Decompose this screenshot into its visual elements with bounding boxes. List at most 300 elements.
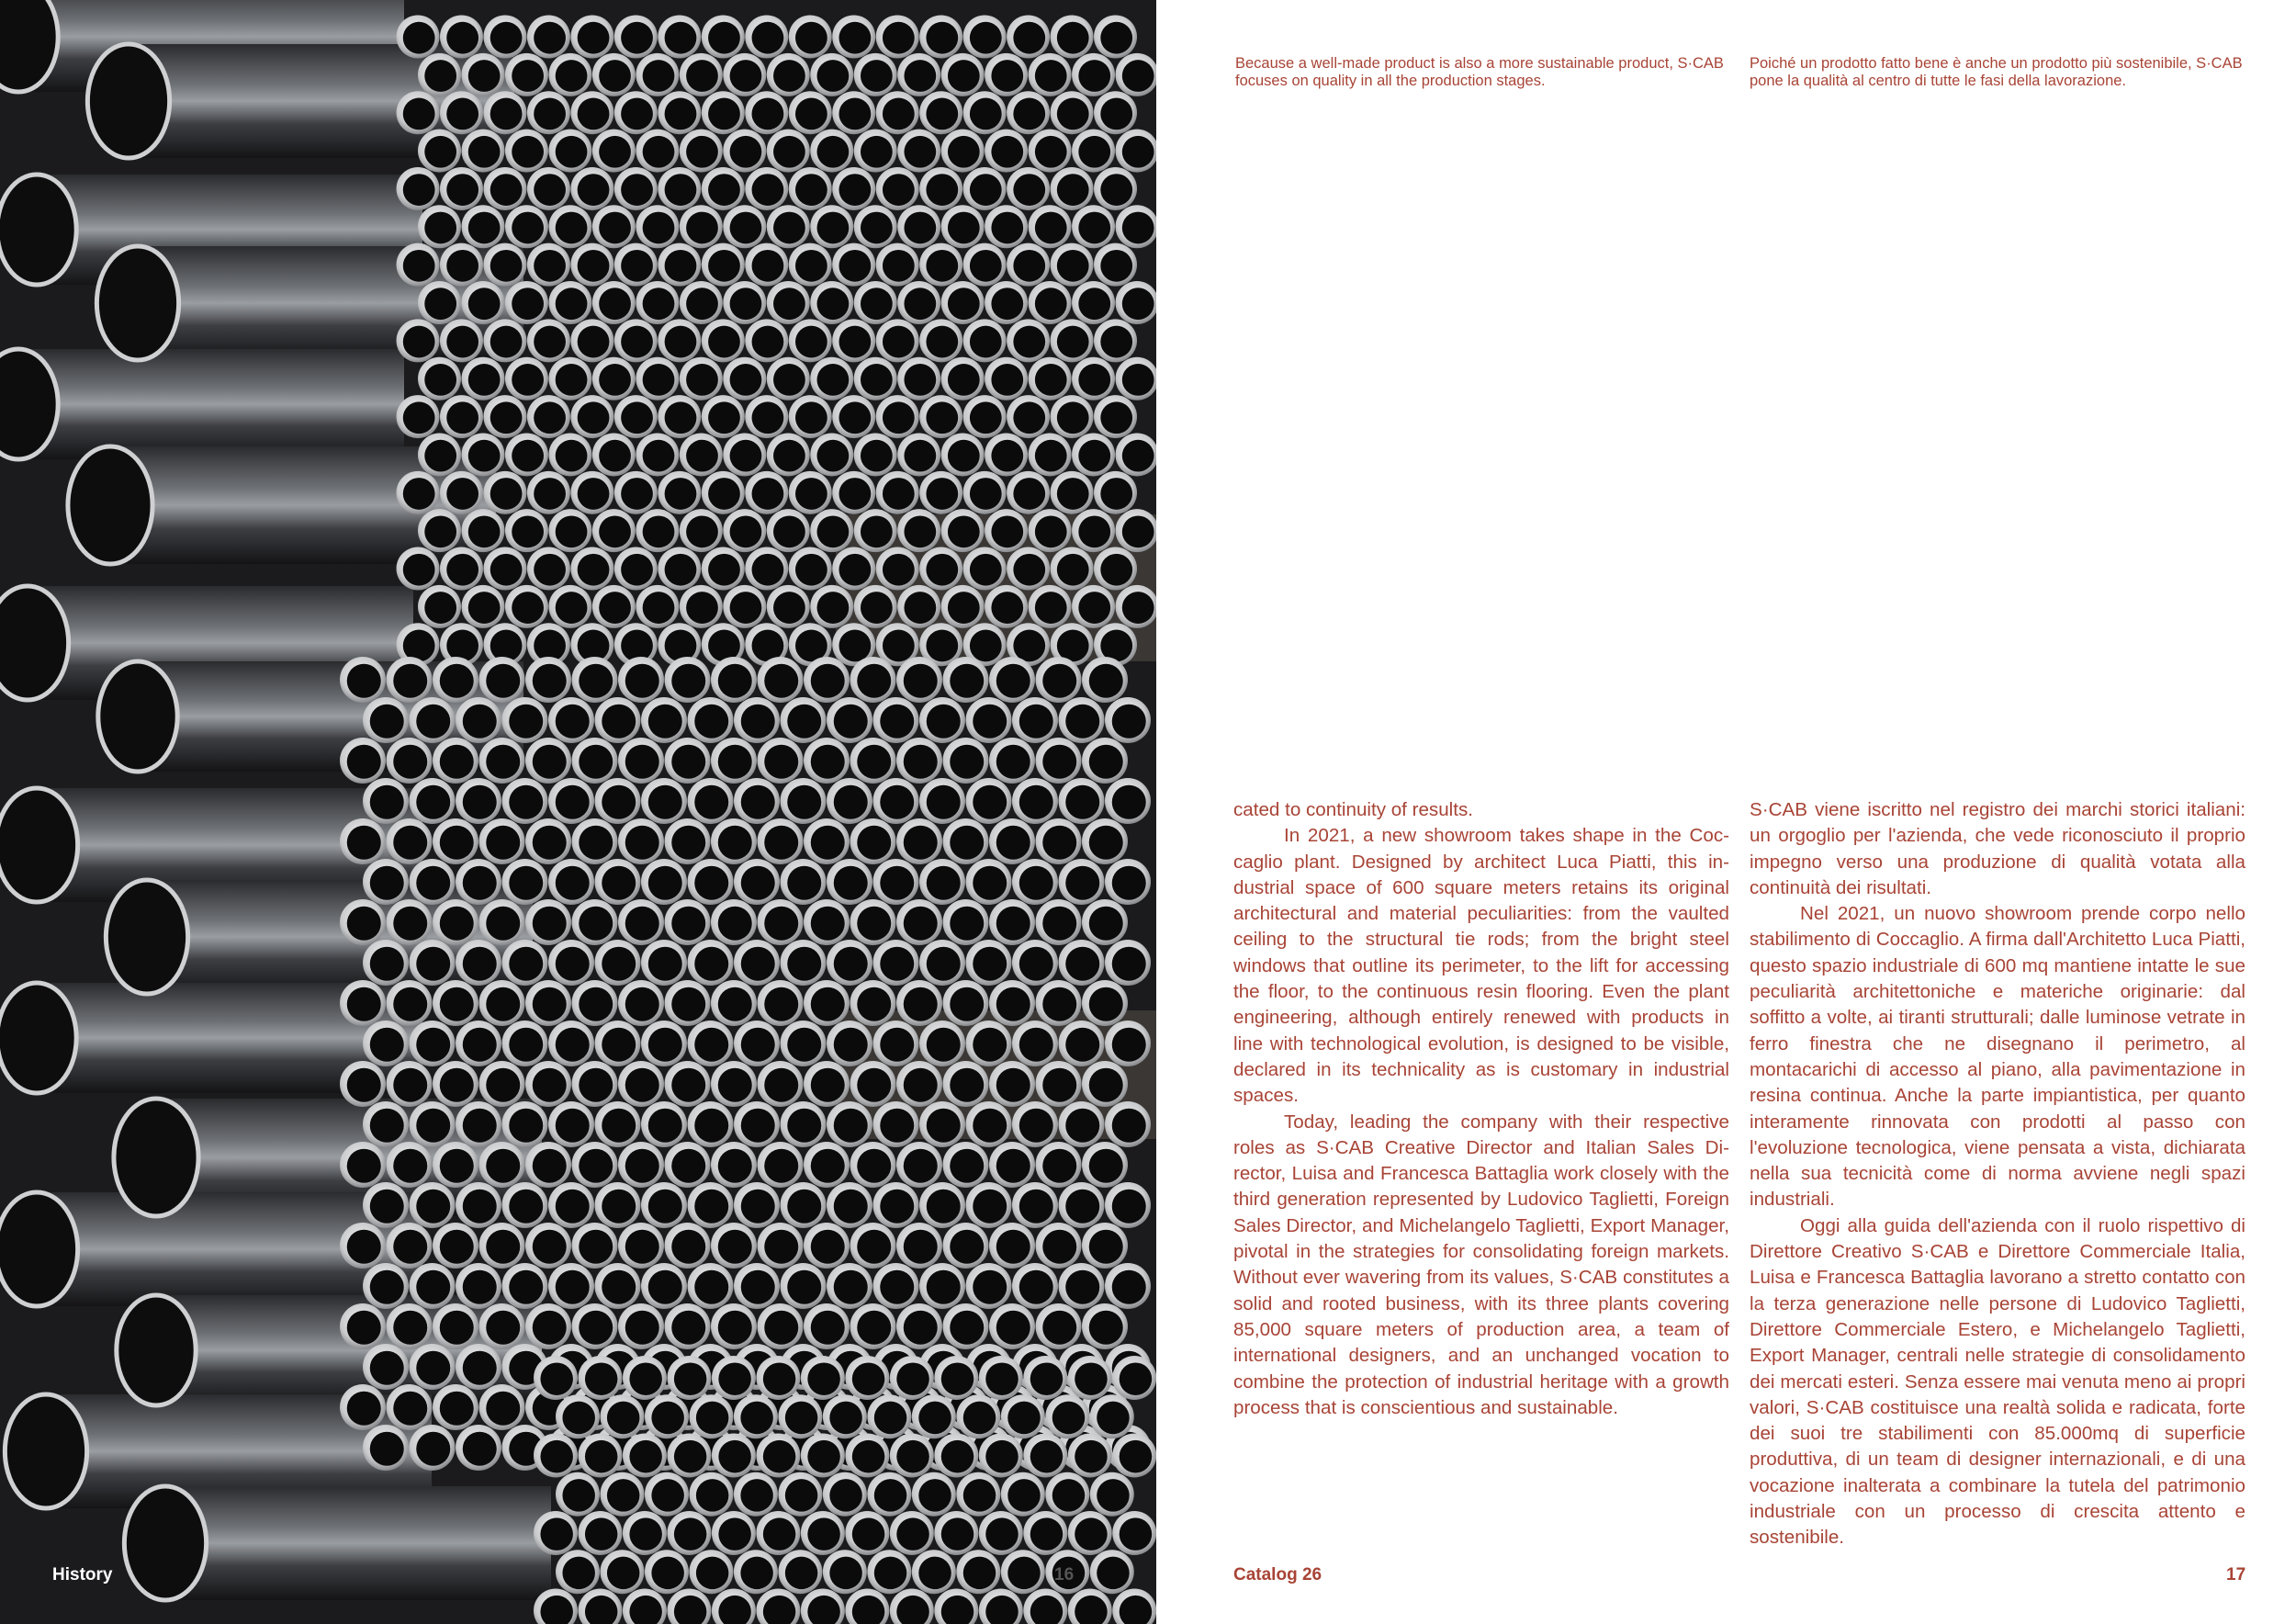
tube-end — [767, 130, 810, 173]
tube-end — [832, 167, 875, 210]
tube-end — [1094, 243, 1137, 287]
tube-end — [804, 1142, 850, 1188]
tube-end — [789, 243, 832, 287]
tube-end — [410, 859, 456, 905]
tube-end — [745, 91, 788, 134]
tube-end — [897, 357, 940, 400]
tube-end — [572, 899, 618, 945]
tube-end — [867, 1394, 911, 1438]
tube-end — [618, 899, 664, 945]
tube-end — [758, 1223, 804, 1269]
tube-end — [340, 1303, 386, 1349]
tube-end — [919, 940, 965, 986]
tube-end — [941, 509, 985, 552]
tube-end — [387, 1142, 433, 1188]
tube-end — [1036, 818, 1082, 864]
tube-end — [440, 547, 483, 591]
tube-end — [876, 16, 919, 59]
tube-end — [1051, 16, 1094, 59]
tube-end — [595, 1263, 641, 1309]
tube-end — [876, 471, 919, 514]
tube-end — [440, 319, 483, 362]
tube-end — [989, 818, 1035, 864]
tube-end — [505, 433, 548, 476]
tube-end — [1072, 357, 1115, 400]
tube-end — [1007, 395, 1050, 438]
tube-end — [1068, 1511, 1112, 1555]
tube-end — [667, 1356, 711, 1400]
tube-end — [502, 1263, 548, 1309]
tube-end — [702, 319, 745, 362]
tube-end — [845, 1511, 889, 1555]
tube-end — [711, 818, 757, 864]
tube-end — [1112, 1356, 1156, 1400]
tube-end — [873, 1101, 919, 1147]
tube-end — [456, 1021, 501, 1066]
tube-end — [387, 899, 433, 945]
tube-end — [433, 657, 478, 703]
tube-end — [1072, 433, 1115, 476]
tube-end — [479, 657, 525, 703]
tube-end — [636, 509, 679, 552]
tube-end — [418, 130, 461, 173]
tube-end — [781, 1263, 827, 1309]
large-pipe-end — [114, 1099, 198, 1216]
tube-end — [658, 319, 701, 362]
tube-end — [479, 738, 525, 784]
tube-end — [943, 1303, 989, 1349]
tube-end — [989, 1303, 1035, 1349]
tube-end — [919, 1182, 965, 1228]
tube-end — [618, 980, 664, 1026]
section-label: History — [52, 1565, 113, 1585]
tube-end — [340, 980, 386, 1026]
tube-end — [767, 357, 810, 400]
tube-end — [804, 1061, 850, 1107]
tube-end — [397, 91, 440, 134]
tube-end — [461, 205, 504, 248]
tube-end — [1029, 433, 1072, 476]
tube-end — [1090, 1550, 1134, 1594]
tube-end — [433, 1384, 478, 1430]
tube-end — [502, 697, 548, 743]
tube-end — [1082, 818, 1128, 864]
tube-end — [943, 1142, 989, 1188]
tube-end — [483, 395, 526, 438]
tube-end — [712, 1356, 756, 1400]
tube-end — [867, 1550, 911, 1594]
tube-end — [614, 243, 658, 287]
tube-end — [456, 1101, 501, 1147]
tube-end — [941, 281, 985, 324]
tube-end — [595, 859, 641, 905]
tube-end — [614, 319, 658, 362]
tube-end — [397, 547, 440, 591]
tube-end — [1012, 778, 1058, 824]
tube-end — [934, 1433, 978, 1477]
tube-end — [1051, 319, 1094, 362]
tube-end — [658, 547, 701, 591]
tube-end — [572, 657, 618, 703]
tube-end — [989, 899, 1035, 945]
tube-end — [483, 547, 526, 591]
tube-end — [876, 395, 919, 438]
tube-end — [963, 16, 1007, 59]
tube-end — [1112, 1511, 1156, 1555]
tube-end — [1001, 1394, 1045, 1438]
tube-end — [618, 1303, 664, 1349]
tube-end — [1094, 471, 1137, 514]
tube-end — [527, 167, 570, 210]
tube-end — [440, 395, 483, 438]
tube-end — [1029, 357, 1072, 400]
tube-end — [387, 1223, 433, 1269]
paragraph: Oggi alla guida dell'azienda con il ruolo rispettivo di Direttore Creativo S·CAB e Direttore Commerciale Italia, Luisa e Francesca Battaglia lavorano a stretto contatto con la terza generazione nelle persone di Ludovico Taglietti, Direttore Commerciale Estero, e Michelangelo Taglietti, Export Manager, centrali nelle strategie di consolidamento dei mercati esteri. Senza essere mai venuta meno ai propri valori, S·CAB costituisce una realtà solida e radicata, forte dei suoi tre stabilimenti con 85.000mq di superficie produttiva, di un team di designer internazionali, e di una vocazione inalterata a combinare la tutela del patrimonio industriale con un processo di crescita attento e sostenibile. — [1750, 1214, 2245, 1549]
tube-end — [397, 243, 440, 287]
tube-end — [1012, 1182, 1058, 1228]
tube-end — [548, 205, 591, 248]
large-pipe-end — [5, 1394, 86, 1508]
tube-end — [845, 1356, 889, 1400]
tube-end — [912, 1550, 956, 1594]
tube-end — [985, 205, 1028, 248]
tube-end — [456, 1344, 501, 1390]
tube-end — [823, 1550, 867, 1594]
tube-end — [845, 1433, 889, 1477]
tube-end — [943, 1061, 989, 1107]
tube-end — [756, 1356, 800, 1400]
tube-end — [1036, 657, 1082, 703]
tube-end — [440, 243, 483, 287]
tube-end — [636, 53, 679, 96]
tube-end — [548, 1182, 594, 1228]
tube-end — [876, 91, 919, 134]
large-pipe-end — [0, 788, 78, 902]
tube-end — [867, 1472, 911, 1517]
tube-end — [433, 818, 478, 864]
tube-end — [1007, 167, 1050, 210]
tube-end — [1036, 1303, 1082, 1349]
tube-end — [502, 940, 548, 986]
tube-end — [680, 357, 723, 400]
tube-end — [956, 1394, 1000, 1438]
tube-end — [433, 1142, 478, 1188]
tube-end — [989, 980, 1035, 1026]
tube-end — [745, 16, 788, 59]
tube-end — [896, 1061, 942, 1107]
tube-end — [941, 585, 985, 628]
tube-end — [1072, 281, 1115, 324]
tube-end — [702, 243, 745, 287]
tube-end — [1029, 130, 1072, 173]
tube-end — [723, 509, 766, 552]
tube-end — [827, 940, 872, 986]
tube-end — [789, 547, 832, 591]
tube-end — [688, 1021, 734, 1066]
tube-end — [456, 778, 501, 824]
tube-end — [941, 357, 985, 400]
tube-end — [723, 53, 766, 96]
tube-end — [734, 1182, 780, 1228]
tube-end — [548, 940, 594, 986]
tube-end — [479, 980, 525, 1026]
tube-end — [1045, 1472, 1089, 1517]
tube-end — [832, 16, 875, 59]
tube-end — [781, 940, 827, 986]
large-pipe-end — [0, 1192, 78, 1306]
tube-end — [1068, 1433, 1112, 1477]
tube-end — [966, 778, 1012, 824]
tube-end — [758, 1303, 804, 1349]
tube-end — [548, 1021, 594, 1066]
tube-end — [665, 1303, 711, 1349]
tube-end — [665, 1142, 711, 1188]
tube-end — [989, 1142, 1035, 1188]
tube-end — [440, 167, 483, 210]
tube-end — [873, 940, 919, 986]
tube-end — [966, 1101, 1012, 1147]
tube-end — [1051, 547, 1094, 591]
tube-end — [1082, 899, 1128, 945]
tube-end — [502, 859, 548, 905]
tube-end — [890, 1433, 934, 1477]
tube-end — [592, 53, 636, 96]
tube-end — [912, 1394, 956, 1438]
large-pipe-end — [124, 1486, 206, 1600]
tube-end — [1036, 1223, 1082, 1269]
large-pipe-end — [0, 175, 76, 285]
tube-end — [1012, 1021, 1058, 1066]
tube-end — [758, 899, 804, 945]
tube-end — [1007, 319, 1050, 362]
tube-end — [479, 818, 525, 864]
tube-end — [963, 167, 1007, 210]
tube-end — [963, 471, 1007, 514]
tube-end — [387, 1384, 433, 1430]
tube-end — [483, 91, 526, 134]
tube-end — [767, 509, 810, 552]
page-number-left: 16 — [1054, 1565, 1075, 1585]
tube-end — [461, 130, 504, 173]
tube-end — [595, 940, 641, 986]
tube-end — [614, 16, 658, 59]
tube-end — [572, 980, 618, 1026]
tube-end — [850, 1061, 896, 1107]
tube-end — [1051, 91, 1094, 134]
tube-end — [702, 167, 745, 210]
tube-end — [723, 130, 766, 173]
tube-end — [1094, 91, 1137, 134]
tube-end — [745, 243, 788, 287]
tube-end — [1094, 319, 1137, 362]
tube-end — [363, 1263, 409, 1309]
tube-end — [502, 1182, 548, 1228]
tube-end — [850, 657, 896, 703]
tube-end — [919, 547, 962, 591]
tube-end — [1012, 1101, 1058, 1147]
tube-end — [641, 859, 687, 905]
tube-end — [854, 281, 897, 324]
tube-end — [456, 1425, 501, 1471]
tube-end — [658, 16, 701, 59]
tube-end — [804, 899, 850, 945]
tube-end — [823, 1394, 867, 1438]
tube-end — [1105, 859, 1151, 905]
tube-end — [636, 205, 679, 248]
tube-end — [688, 1101, 734, 1147]
body-text-english — [1233, 797, 1729, 1421]
tube-end — [667, 1433, 711, 1477]
tube-end — [410, 1021, 456, 1066]
tube-end — [756, 1433, 800, 1477]
tube-end — [595, 1021, 641, 1066]
tube-end — [636, 585, 679, 628]
tube-end — [658, 167, 701, 210]
tube-end — [1090, 1472, 1134, 1517]
tube-end — [665, 657, 711, 703]
tube-end — [1001, 1550, 1045, 1594]
tube-end — [827, 1182, 872, 1228]
tube-end — [689, 1472, 733, 1517]
large-pipe-end — [0, 586, 69, 700]
tube-end — [711, 1061, 757, 1107]
tube-end — [896, 738, 942, 784]
tube-end — [985, 53, 1028, 96]
tube-end — [556, 1550, 600, 1594]
tube-end — [641, 697, 687, 743]
large-pipe-end — [98, 661, 177, 772]
large-pipe-end — [68, 446, 152, 564]
tube-end — [570, 16, 613, 59]
tube-end — [1068, 1356, 1112, 1400]
tube-bundle-group — [340, 16, 1156, 1624]
tube-end — [534, 1356, 578, 1400]
tube-end — [1051, 243, 1094, 287]
tube-end — [896, 657, 942, 703]
tube-end — [966, 1263, 1012, 1309]
tube-end — [745, 167, 788, 210]
tube-end — [850, 980, 896, 1026]
tube-end — [1094, 395, 1137, 438]
tube-end — [943, 980, 989, 1026]
tube-end — [897, 585, 940, 628]
tube-end — [1029, 205, 1072, 248]
catalog-label: Catalog 26 — [1233, 1565, 1322, 1585]
tube-end — [966, 1021, 1012, 1066]
tube-end — [767, 53, 810, 96]
tube-end — [410, 1344, 456, 1390]
tube-end — [850, 1303, 896, 1349]
tube-end — [896, 899, 942, 945]
tube-end — [801, 1511, 845, 1555]
large-pipe-end — [0, 349, 58, 459]
tube-end — [919, 167, 962, 210]
tube-end — [943, 1223, 989, 1269]
tube-end — [688, 940, 734, 986]
tube-end — [789, 16, 832, 59]
tube-end — [410, 1182, 456, 1228]
tube-end — [1001, 1472, 1045, 1517]
tube-end — [832, 547, 875, 591]
tube-end — [525, 1303, 571, 1349]
tube-end — [595, 778, 641, 824]
tube-end — [645, 1472, 689, 1517]
tube-end — [804, 738, 850, 784]
tube-end — [979, 1433, 1023, 1477]
tube-end — [527, 243, 570, 287]
tube-end — [525, 899, 571, 945]
tube-end — [1082, 738, 1128, 784]
tube-end — [433, 1223, 478, 1269]
tube-end — [688, 859, 734, 905]
tube-end — [919, 1101, 965, 1147]
page-number-right: 17 — [2226, 1565, 2246, 1585]
tube-end — [919, 859, 965, 905]
tube-end — [1036, 980, 1082, 1026]
tube-end — [1045, 1394, 1089, 1438]
tube-end — [433, 899, 478, 945]
tube-end — [614, 547, 658, 591]
tube-end — [1029, 53, 1072, 96]
tube-end — [919, 1021, 965, 1066]
tube-end — [919, 778, 965, 824]
tube-end — [592, 509, 636, 552]
tube-end — [479, 1223, 525, 1269]
tube-end — [1029, 281, 1072, 324]
tube-end — [1082, 1142, 1128, 1188]
tube-end — [756, 1511, 800, 1555]
tube-end — [919, 697, 965, 743]
tube-end — [941, 205, 985, 248]
tube-end — [525, 1142, 571, 1188]
tube-end — [1059, 1182, 1105, 1228]
tube-end — [919, 319, 962, 362]
tube-end — [850, 899, 896, 945]
tube-end — [941, 53, 985, 96]
tube-end — [781, 1182, 827, 1228]
tube-end — [919, 395, 962, 438]
tube-end — [636, 281, 679, 324]
tube-end — [1105, 1101, 1151, 1147]
tube-end — [658, 91, 701, 134]
tube-end — [711, 980, 757, 1026]
tube-end — [890, 1356, 934, 1400]
tube-end — [1036, 899, 1082, 945]
tube-end — [758, 1061, 804, 1107]
tube-end — [397, 167, 440, 210]
tube-end — [1059, 1101, 1105, 1147]
tube-end — [897, 205, 940, 248]
tube-end — [1094, 167, 1137, 210]
tube-end — [711, 899, 757, 945]
tube-end — [854, 585, 897, 628]
tube-end — [778, 1472, 822, 1517]
tube-end — [688, 1263, 734, 1309]
tube-end — [534, 1433, 578, 1477]
tube-end — [1094, 16, 1137, 59]
tube-end — [711, 1223, 757, 1269]
tube-end — [418, 433, 461, 476]
tube-end — [505, 205, 548, 248]
tube-end — [572, 1303, 618, 1349]
tube-end — [734, 697, 780, 743]
tube-end — [850, 738, 896, 784]
tube-end — [483, 471, 526, 514]
tube-end — [850, 1223, 896, 1269]
tube-end — [572, 738, 618, 784]
tube-end — [618, 1223, 664, 1269]
tube-end — [680, 205, 723, 248]
